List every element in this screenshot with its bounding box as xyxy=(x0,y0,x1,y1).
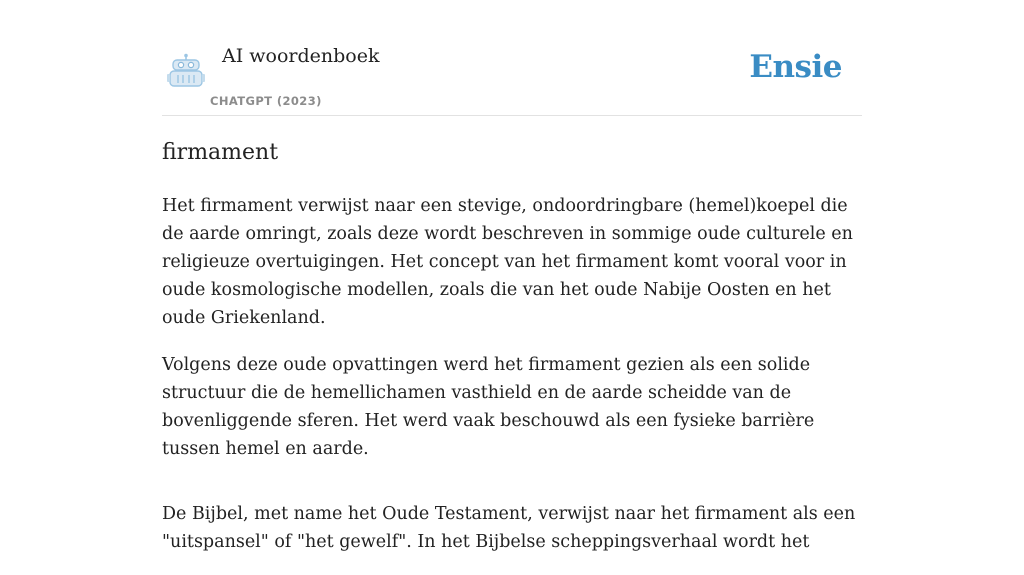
dictionary-header xyxy=(162,40,862,116)
ensie-logo-link[interactable]: Ensie xyxy=(749,49,842,85)
entry-definition xyxy=(162,192,862,575)
definition-paragraph-2: Volgens deze oude opvattingen werd het firmament gezien als een solide structuur die de hemellichamen vasthield en de aarde scheidde van de bovenliggende sferen. Het werd vaak beschouwd als een fysieke barrière tussen hemel en aarde. xyxy=(162,355,815,459)
definition-paragraph-3: De Bijbel, met name het Oude Testament, verwijst naar het firmament als een "uitspansel" of "het gewelf". In het Bijbelse scheppingsverhaal wordt het xyxy=(162,504,856,552)
robot-icon xyxy=(166,53,206,89)
source-label: CHATGPT (2023) xyxy=(210,94,322,108)
entry-term: firmament xyxy=(162,140,279,165)
definition-paragraph-1: Het firmament verwijst naar een stevige, ondoordringbare (hemel)koepel die de aarde omringt, zoals deze wordt beschreven in sommige oude culturele en religieuze overtuigingen. Het concept van het firmament komt vooral voor in oude kosmologische modellen, zoals die van het oude Nabije Oosten en het oude Griekenland. xyxy=(162,196,853,328)
dictionary-title[interactable]: AI woordenboek xyxy=(222,45,380,67)
